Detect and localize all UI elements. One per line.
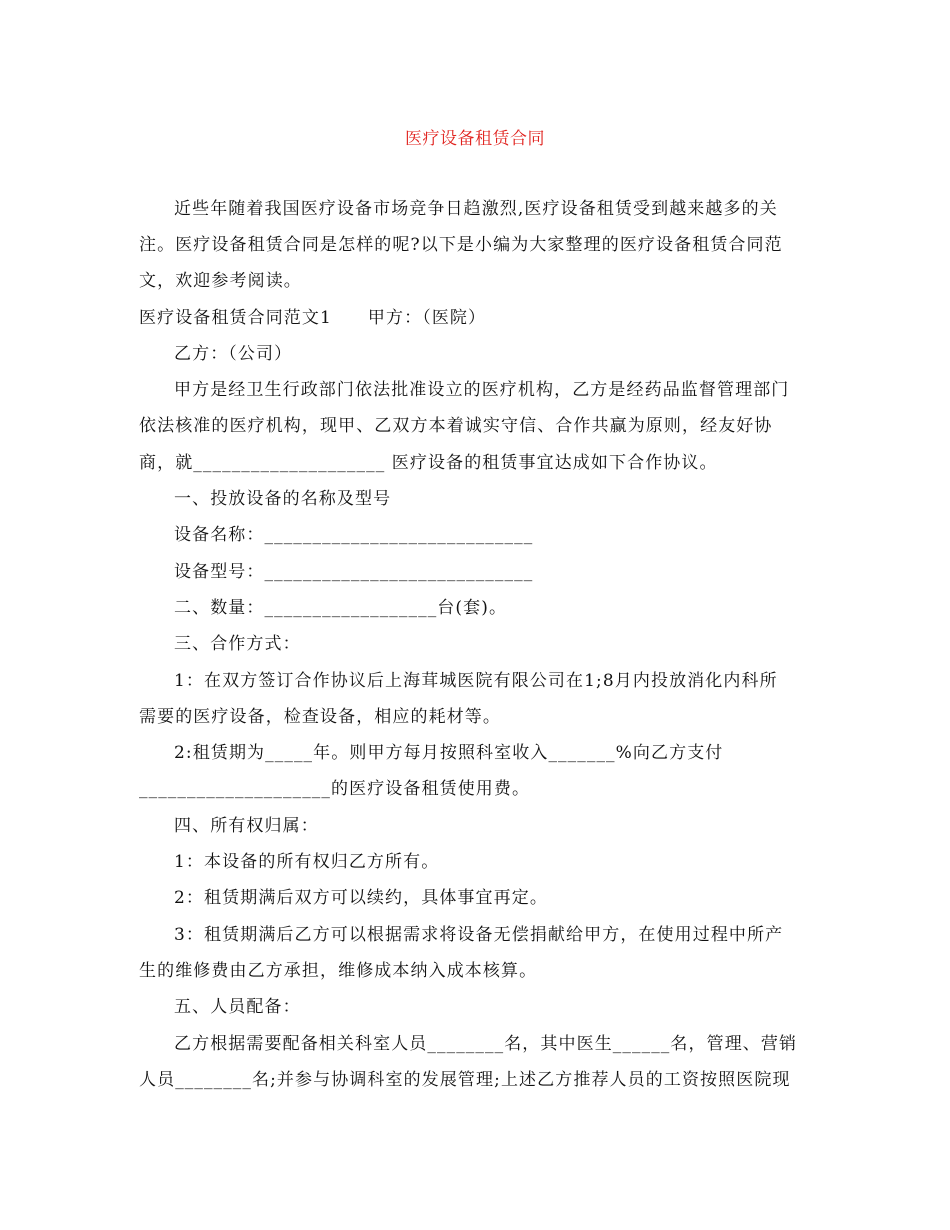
staffing-line-2: 人员________名;并参与协调科室的发展管理;上述乙方推荐人员的工资按照医院现	[139, 1070, 791, 1090]
contract-heading-line	[139, 306, 486, 330]
party-a-label: 甲方：（医院）	[367, 308, 487, 328]
ownership-item-1: 1：本设备的所有权归乙方所有。	[174, 852, 440, 872]
section-2-quantity: 二、数量：__________________台(套)。	[174, 598, 508, 618]
equipment-model-field: 设备型号：____________________________	[174, 562, 534, 582]
section-4-heading: 四、所有权归属：	[174, 816, 319, 836]
ownership-item-3-line-1: 3：租赁期满后乙方可以根据需求将设备无偿捐献给甲方，在使用过程中所产	[174, 925, 784, 945]
preamble-line-1: 甲方是经卫生行政部门依法批准设立的医疗机构，乙方是经药品监督管理部门	[174, 380, 790, 400]
intro-line-2: 注。医疗设备租赁合同是怎样的呢?以下是小编为大家整理的医疗设备租赁合同范	[139, 235, 783, 255]
cooperation-item-2-line-2: ____________________的医疗设备租赁使用费。	[139, 779, 531, 799]
equipment-name-field: 设备名称：____________________________	[174, 525, 534, 545]
party-b-label: 乙方：（公司）	[174, 344, 293, 364]
staffing-line-1: 乙方根据需要配备相关科室人员________名，其中医生______名，管理、营销	[174, 1034, 798, 1054]
ownership-item-2: 2：租赁期满后双方可以续约，具体事宜再定。	[174, 888, 548, 908]
contract-sample-title: 医疗设备租赁合同范文1	[139, 308, 332, 328]
intro-line-1: 近些年随着我国医疗设备市场竞争日趋激烈,医疗设备租赁受到越来越多的关	[174, 199, 778, 219]
cooperation-item-2-line-1: 2:租赁期为_____年。则甲方每月按照科室收入_______%向乙方支付	[174, 743, 724, 763]
preamble-line-2: 依法核准的医疗机构，现甲、乙双方本着诚实守信、合作共赢为原则，经友好协	[139, 416, 773, 436]
ownership-item-3-line-2: 生的维修费由乙方承担，维修成本纳入成本核算。	[139, 961, 538, 981]
preamble-line-3: 商，就____________________ 医疗设备的租赁事宜达成如下合作协议。	[139, 453, 718, 473]
section-1-heading: 一、投放设备的名称及型号	[174, 489, 392, 509]
cooperation-item-1-line-2: 需要的医疗设备，检查设备，相应的耗材等。	[139, 707, 501, 727]
section-5-heading: 五、人员配备：	[174, 997, 301, 1017]
intro-line-3: 文，欢迎参考阅读。	[139, 271, 302, 291]
cooperation-item-1-line-1: 1：在双方签订合作协议后上海茸城医院有限公司在1;8月内投放消化内科所	[174, 671, 778, 691]
section-3-heading: 三、合作方式：	[174, 634, 301, 654]
document-title: 医疗设备租赁合同	[405, 129, 545, 149]
